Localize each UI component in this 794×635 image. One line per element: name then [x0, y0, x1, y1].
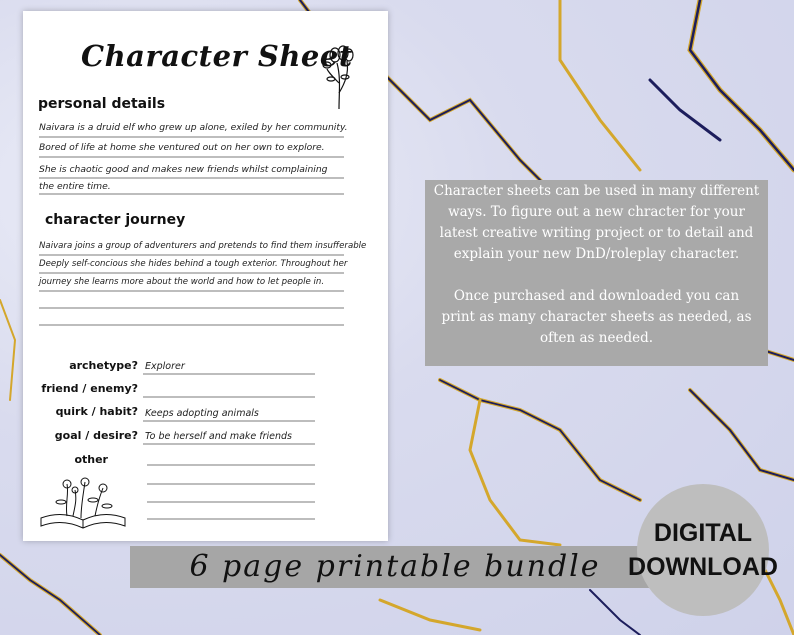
flower-icon [319, 33, 369, 111]
personal-line-1: Naivara is a druid elf who grew up alone, exiled by her community. [39, 122, 348, 133]
open-book-icon [37, 476, 129, 532]
goal-desire-value: To be herself and make friends [145, 431, 292, 442]
writing-line [39, 290, 344, 292]
personal-line-2: Bored of life at home she ventured out on her own to explore. [39, 142, 325, 153]
answer-line [147, 501, 315, 503]
other-label: other [74, 453, 108, 466]
journey-line-3: journey she learns more about the world and how to let people in. [39, 277, 325, 287]
writing-line [39, 136, 344, 138]
answer-line [147, 483, 315, 485]
character-sheet [23, 11, 388, 541]
answer-line [147, 464, 315, 466]
personal-line-4: the entire time. [39, 181, 111, 192]
archetype-label: archetype? [69, 359, 138, 372]
goal-desire-label: goal / desire? [54, 429, 138, 442]
answer-line [147, 518, 315, 520]
info-box [425, 180, 768, 366]
answer-line [143, 420, 315, 422]
quirk-habit-value: Keeps adopting animals [145, 408, 259, 419]
quirk-habit-label: quirk / habit? [55, 405, 138, 418]
personal-line-3: She is chaotic good and makes new friends whilst complaining [39, 164, 328, 175]
answer-line [143, 396, 315, 398]
writing-line [39, 324, 344, 326]
writing-line [39, 193, 344, 195]
writing-line [39, 272, 344, 274]
writing-line [39, 254, 344, 256]
badge-line-2: DOWNLOAD [628, 553, 778, 581]
journey-line-1: Naivara joins a group of adventurers and pretends to find them insufferable [39, 241, 367, 251]
info-paragraph-2: Once purchased and downloaded you can print as many character sheets as needed, as often as needed. [441, 288, 752, 346]
journey-line-2: Deeply self-concious she hides behind a tough exterior. Throughout her [39, 259, 348, 269]
digital-download-badge [628, 484, 778, 616]
friend-enemy-label: friend / enemy? [41, 382, 138, 395]
answer-line [143, 443, 315, 445]
writing-line [39, 307, 344, 309]
writing-line [39, 177, 344, 179]
badge-line-1: DIGITAL [653, 519, 753, 547]
personal-details-heading: personal details [38, 96, 166, 112]
answer-line [143, 373, 315, 375]
info-paragraph-1: Character sheets can be used in many different ways. To figure out a new chracter for your latest creative writing project or to detail and explain your new DnD/roleplay character. [433, 183, 760, 262]
sheet-title: Character Sheet [81, 39, 353, 73]
archetype-value: Explorer [145, 361, 185, 372]
bundle-banner: 6 page printable bundle [130, 546, 660, 588]
writing-line [39, 156, 344, 158]
character-journey-heading: character journey [45, 212, 186, 228]
